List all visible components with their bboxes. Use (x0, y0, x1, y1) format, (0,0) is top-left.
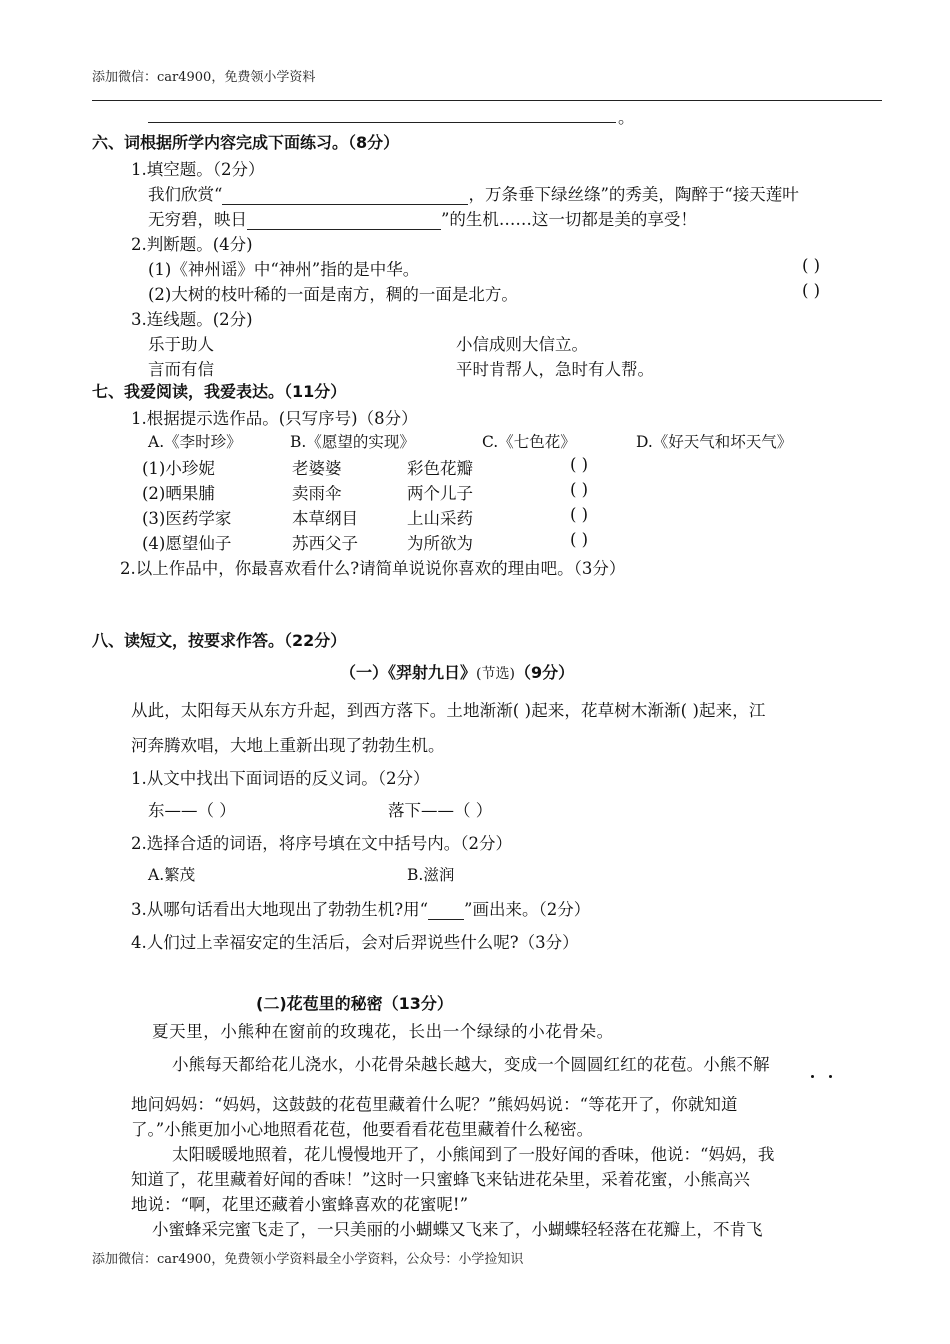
s7-option: C.《七色花》 (482, 433, 576, 451)
s7-option: A.《李时珍》 (148, 433, 242, 451)
s8-part1-title-a: （一）《羿射九日》 (340, 663, 477, 682)
s6-q1-line2 (148, 206, 697, 230)
s7-row-c2: 本草纲目 (292, 509, 358, 528)
s7-q1-title: 1.根据提示选作品。(只写序号)（8分） (131, 409, 418, 428)
s7-row-paren[interactable]: ( ) (570, 505, 589, 524)
s6-q1-title: 1.填空题。（2分） (131, 160, 265, 179)
s8-part1-title-b: (节选) (476, 666, 515, 682)
s8-q4: 4.人们过上幸福安定的生活后，会对后羿说些什么呢?（3分） (131, 933, 579, 952)
s6-q1-line2-a: 无穷碧，映日 (148, 210, 247, 229)
s7-row-c3: 为所欲为 (407, 534, 473, 553)
s8-part2-line: 小蜜蜂采完蜜飞走了，一只美丽的小蝴蝶又飞来了，小蝴蝶轻轻落在花瓣上，不肯飞 (152, 1220, 763, 1239)
s8-q3-blank[interactable] (428, 905, 464, 920)
s7-row-c3: 两个儿子 (407, 484, 473, 503)
s6-q2-paren[interactable]: ( ) (802, 256, 821, 275)
s7-q2: 2.以上作品中，你最喜欢看什么?请简单说说你喜欢的理由吧。（3分） (120, 559, 626, 578)
s8-part2-line: 夏天里，小熊种在窗前的玫瑰花，长出一个绿绿的小花骨朵。 (152, 1022, 614, 1041)
header-divider (92, 100, 882, 101)
s6-q3-left[interactable]: 言而有信 (148, 360, 214, 379)
emphasis-dot (811, 1075, 814, 1078)
s6-q1-line1 (148, 181, 799, 205)
s7-row-paren[interactable]: ( ) (570, 480, 589, 499)
s6-q1-line1-a: 我们欣赏“ (148, 185, 223, 204)
s7-row-c1: (2)晒果脯 (142, 484, 215, 503)
s6-q3-right[interactable]: 小信成则大信立。 (456, 335, 588, 354)
s6-q3-right[interactable]: 平时肯帮人，急时有人帮。 (456, 360, 654, 379)
s8-part2-title: (二)花苞里的秘密（13分） (256, 994, 453, 1013)
s8-q3-b: ”画出来。（2分） (464, 900, 591, 919)
s8-part2-line: 地说：“啊，花里还藏着小蜜蜂喜欢的花蜜呢!” (131, 1195, 469, 1214)
s8-part2-line: 知道了，花里藏着好闻的香味！”这时一只蜜蜂飞来钻进花朵里，采着花蜜，小熊高兴 (131, 1170, 750, 1189)
s8-q1-a[interactable]: 东——（ ） (148, 801, 236, 820)
s7-option: D.《好天气和坏天气》 (636, 433, 793, 451)
s8-part1-para1: 从此，太阳每天从东方升起，到西方落下。土地渐渐( )起来，花草树木渐渐( )起来，江 (131, 701, 766, 720)
s7-row-c3: 上山采药 (407, 509, 473, 528)
s6-q3-title: 3.连线题。(2分) (131, 310, 253, 329)
header-note: 添加微信：car4900，免费领小学资料 (92, 70, 316, 85)
s7-row-paren[interactable]: ( ) (570, 455, 589, 474)
s7-row-c1: (4)愿望仙子 (142, 534, 232, 553)
footer-note: 添加微信：car4900，免费领小学资料最全小学资料，公众号：小学捡知识 (92, 1252, 524, 1267)
s6-q2-title: 2.判断题。(4分) (131, 235, 253, 254)
s7-row-paren[interactable]: ( ) (570, 530, 589, 549)
s8-part2-line: 地问妈妈：“妈妈，这鼓鼓的花苞里藏着什么呢？”熊妈妈说：“等花开了，你就知道 (131, 1095, 738, 1114)
section6-title: 六、词根据所学内容完成下面练习。（8分） (92, 133, 400, 152)
s6-q3-left[interactable]: 乐于助人 (148, 335, 214, 354)
s6-q2-item: (1)《神州谣》中“神州”指的是中华。 (148, 260, 420, 279)
s8-part2-line: 了。”小熊更加小心地照看花苞，他要看看花苞里藏着什么秘密。 (131, 1120, 594, 1139)
s7-row-c2: 卖雨伞 (292, 484, 342, 503)
s8-part1-title-c: （9分） (514, 663, 575, 682)
s6-q2-paren[interactable]: ( ) (802, 281, 821, 300)
s8-q1: 1.从文中找出下面词语的反义词。（2分） (131, 769, 430, 788)
s8-q3-a: 3.从哪句话看出大地现出了勃勃生机?用“ (131, 900, 429, 919)
s6-q2-item: (2)大树的枝叶稀的一面是南方，稠的一面是北方。 (148, 285, 518, 304)
s7-row-c3: 彩色花瓣 (407, 459, 473, 478)
answer-line-end: 。 (618, 108, 635, 127)
answer-line (148, 122, 616, 123)
s6-blank-1[interactable] (222, 188, 468, 205)
s6-q1-line2-b: ”的生机……这一切都是美的享受！ (441, 210, 697, 229)
s8-part2-line: 太阳暖暖地照着，花儿慢慢地开了，小熊闻到了一股好闻的香味，他说：“妈妈，我 (172, 1145, 775, 1164)
s8-q2: 2.选择合适的词语，将序号填在文中括号内。（2分） (131, 834, 512, 853)
s8-q1-b[interactable]: 落下——（ ） (388, 801, 493, 820)
s7-option: B.《愿望的实现》 (290, 433, 415, 451)
s8-q2-a: A.繁茂 (148, 866, 196, 884)
s6-blank-2[interactable] (247, 213, 441, 230)
s8-part1-para2: 河奔腾欢唱，大地上重新出现了勃勃生机。 (131, 736, 445, 755)
s8-part2-line: 小熊每天都给花儿浇水，小花骨朵越长越大，变成一个圆圆红红的花苞。小熊不解 (172, 1055, 770, 1074)
emphasis-dot (829, 1075, 832, 1078)
s7-row-c2: 老婆婆 (292, 459, 342, 478)
s8-q2-b: B.滋润 (407, 866, 455, 884)
s7-row-c1: (1)小珍妮 (142, 459, 215, 478)
s8-part1-title (340, 660, 574, 683)
section8-title: 八、读短文，按要求作答。（22分） (92, 631, 347, 650)
s6-q1-line1-b: ，万条垂下绿丝绦”的秀美，陶醉于“接天莲叶 (468, 185, 799, 204)
section7-title: 七、我爱阅读，我爱表达。（11分） (92, 382, 347, 401)
s8-q3 (131, 896, 590, 920)
s7-row-c2: 苏西父子 (292, 534, 358, 553)
s7-row-c1: (3)医药学家 (142, 509, 232, 528)
